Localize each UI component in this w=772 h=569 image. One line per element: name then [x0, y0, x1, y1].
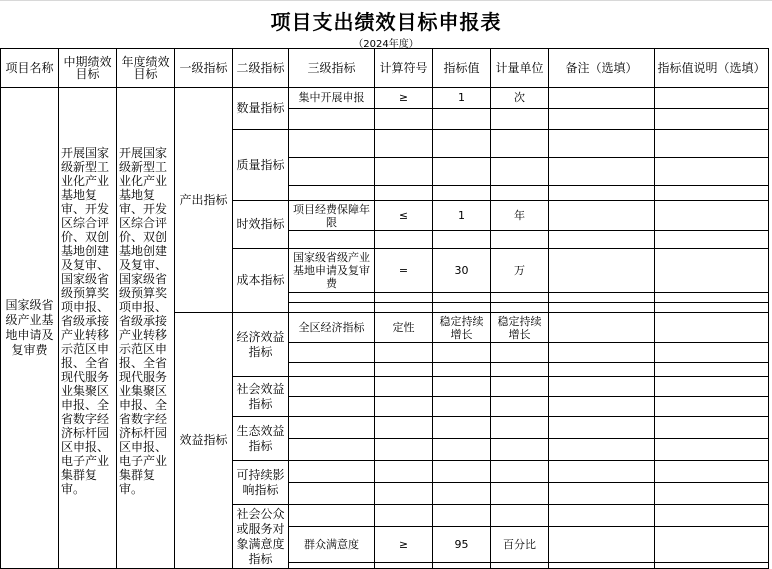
- economic-indicator-cell: 经济效益指标: [233, 313, 289, 377]
- timeliness-symbol-cell: ≤: [375, 201, 433, 231]
- satisfaction-l3-cell: 群众满意度: [289, 527, 375, 563]
- quantity-value-cell: 1: [433, 88, 491, 109]
- economic-unit-cell: 稳定持续增长: [491, 313, 549, 343]
- header-level1: 一级指标: [175, 49, 233, 88]
- cost-value-cell: 30: [433, 249, 491, 293]
- satisfaction-unit-cell: 百分比: [491, 527, 549, 563]
- header-annual-goal: 年度绩效目标: [117, 49, 175, 88]
- page-title: 项目支出绩效目标申报表: [270, 10, 502, 34]
- benefit-indicator-cell: 效益指标: [175, 313, 233, 569]
- header-desc: 指标值说明（选填）: [655, 49, 769, 88]
- satisfaction-symbol-cell: ≥: [375, 527, 433, 563]
- mid-goal-cell: 开展国家级新型工业化产业基地复审、开发区综合评价、双创基地创建及复审、国家级省级预算奖项申报、省级承接产业转移示范区申报、全省现代服务业集聚区申报、全省数字经济标杆园区申报、电子产业集群复审。: [59, 88, 117, 569]
- economic-l3-cell: 全区经济指标: [289, 313, 375, 343]
- timeliness-value-cell: 1: [433, 201, 491, 231]
- satisfaction-value-cell: 95: [433, 527, 491, 563]
- header-project-name: 项目名称: [1, 49, 59, 88]
- quantity-symbol-cell: ≥: [375, 88, 433, 109]
- economic-value-cell: 稳定持续增长: [433, 313, 491, 343]
- cost-indicator-cell: 成本指标: [233, 249, 289, 313]
- annual-goal-cell: 开展国家级新型工业化产业基地复审、开发区综合评价、双创基地创建及复审、国家级省级预算奖项申报、省级承接产业转移示范区申报、全省现代服务业集聚区申报、全省数字经济标杆园区申报、电子产业集群复审。: [117, 88, 175, 569]
- project-name-cell: 国家级省级产业基地申请及复审费: [1, 88, 59, 569]
- header-symbol: 计算符号: [375, 49, 433, 88]
- header-remark: 备注（选填）: [549, 49, 655, 88]
- output-indicator-cell: 产出指标: [175, 88, 233, 313]
- quantity-l3-cell: 集中开展申报: [289, 88, 375, 109]
- header-value: 指标值: [433, 49, 491, 88]
- sustainable-indicator-cell: 可持续影响指标: [233, 461, 289, 505]
- cost-symbol-cell: =: [375, 249, 433, 293]
- timeliness-unit-cell: 年: [491, 201, 549, 231]
- quality-indicator-cell: 质量指标: [233, 130, 289, 201]
- header-row: [1, 49, 769, 88]
- header-level3: 三级指标: [289, 49, 375, 88]
- header-unit: 计量单位: [491, 49, 549, 88]
- timeliness-l3-cell: 项目经费保障年限: [289, 201, 375, 231]
- top-edge-line: [0, 0, 772, 1]
- cost-unit-cell: 万: [491, 249, 549, 293]
- satisfaction-indicator-cell: 社会公众或服务对象满意度指标: [233, 505, 289, 569]
- performance-table: [0, 48, 769, 569]
- timeliness-indicator-cell: 时效指标: [233, 201, 289, 249]
- year-subtitle: （2024年度）: [353, 39, 419, 50]
- social-indicator-cell: 社会效益指标: [233, 377, 289, 417]
- header-mid-goal: 中期绩效目标: [59, 49, 117, 88]
- economic-symbol-cell: 定性: [375, 313, 433, 343]
- table-row: [1, 88, 769, 109]
- ecological-indicator-cell: 生态效益指标: [233, 417, 289, 461]
- quantity-indicator-cell: 数量指标: [233, 88, 289, 130]
- quantity-unit-cell: 次: [491, 88, 549, 109]
- header-level2: 二级指标: [233, 49, 289, 88]
- cost-l3-cell: 国家级省级产业基地申请及复审费: [289, 249, 375, 293]
